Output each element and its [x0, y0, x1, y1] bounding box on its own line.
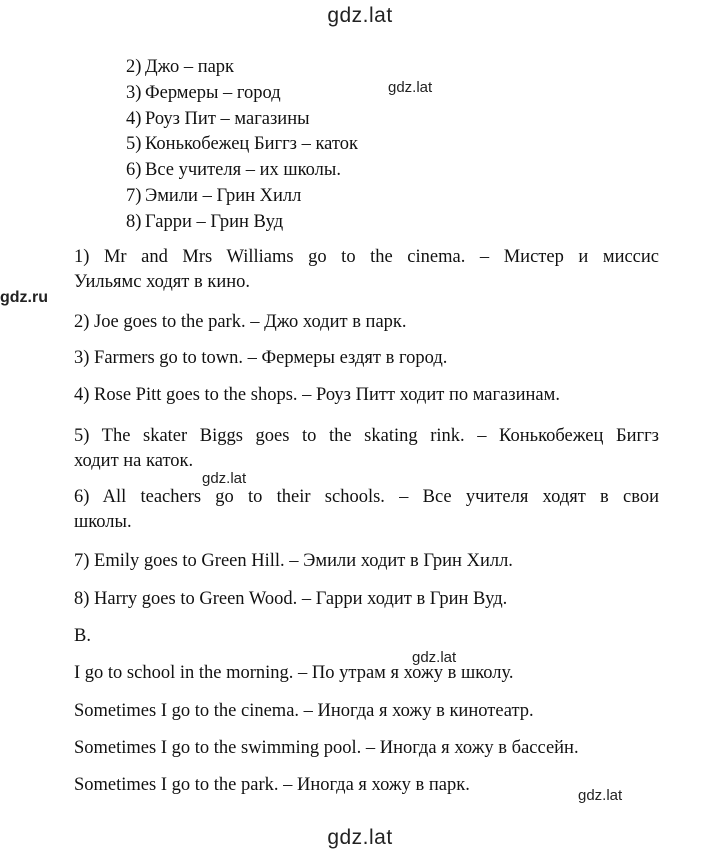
- watermark-bottom: gdz.lat: [327, 826, 393, 849]
- list-item-number: 3): [126, 82, 142, 103]
- translation-5: [74, 424, 659, 474]
- watermark-small-2: gdz.lat: [202, 470, 247, 487]
- translation-5-line-2: ходит на каток.: [74, 451, 194, 471]
- translation-5-line-1: 5) The skater Biggs goes to the skating rink. – Конькобежец Биггз: [74, 426, 659, 446]
- translation-2: 2) Joe goes to the park. – Джо ходит в парк.: [74, 312, 407, 332]
- list-item-text: Роуз Пит – магазины: [145, 108, 310, 129]
- section-b-sentence-4: Sometimes I go to the park. – Иногда я хожу в парк.: [74, 775, 470, 795]
- translation-4: 4) Rose Pitt goes to the shops. – Роуз Питт ходит по магазинам.: [74, 385, 560, 405]
- watermark-top: gdz.lat: [327, 4, 393, 27]
- translation-6: [74, 485, 659, 535]
- translation-1: [74, 245, 659, 295]
- list-item: [126, 55, 358, 81]
- watermark-small-3: gdz.lat: [412, 649, 457, 666]
- list-item-number: 6): [126, 160, 142, 181]
- list-item: [126, 107, 358, 133]
- list-item-number: 2): [126, 57, 142, 77]
- translation-6-line-2: школы.: [74, 512, 132, 532]
- section-b-sentence-3: Sometimes I go to the swimming pool. – Иногда я хожу в бассейн.: [74, 738, 579, 758]
- watermark-small-1: gdz.lat: [388, 79, 433, 96]
- translation-7: 7) Emily goes to Green Hill. – Эмили ходит в Грин Хилл.: [74, 551, 513, 571]
- list-item-text: Фермеры – город: [145, 82, 281, 103]
- list-item-text: Джо – парк: [145, 57, 235, 77]
- list-item: [126, 132, 358, 158]
- watermark-gdz-ru: gdz.ru: [0, 289, 48, 306]
- list-item-number: 7): [126, 185, 142, 206]
- list-item-number: 5): [126, 134, 142, 155]
- list-item: [126, 81, 358, 107]
- list-item: [126, 210, 358, 236]
- list-item-text: Конькобежец Биггз – каток: [145, 134, 358, 155]
- matching-list: [126, 55, 358, 236]
- list-item-text: Гарри – Грин Вуд: [145, 211, 284, 232]
- translation-3: 3) Farmers go to town. – Фермеры ездят в город.: [74, 348, 448, 368]
- list-item: [126, 184, 358, 210]
- section-b-sentence-1: I go to school in the morning. – По утрам я хожу в школу.: [74, 663, 514, 683]
- translation-6-line-1: 6) All teachers go to their schools. – Все учителя ходят в свои: [74, 487, 659, 507]
- list-item-text: Все учителя – их школы.: [145, 160, 341, 181]
- list-item-text: Эмили – Грин Хилл: [145, 185, 302, 206]
- section-b-heading: B.: [74, 626, 91, 646]
- list-item-number: 8): [126, 211, 142, 232]
- section-b-sentence-2: Sometimes I go to the cinema. – Иногда я хожу в кинотеатр.: [74, 701, 534, 721]
- translation-1-line-2: Уильямс ходят в кино.: [74, 272, 251, 292]
- list-item: [126, 158, 358, 184]
- translation-8: 8) Harry goes to Green Wood. – Гарри ходит в Грин Вуд.: [74, 589, 508, 609]
- translation-1-line-1: 1) Mr and Mrs Williams go to the cinema. – Мистер и миссис: [74, 247, 659, 267]
- list-item-number: 4): [126, 108, 142, 129]
- watermark-small-4: gdz.lat: [578, 787, 623, 804]
